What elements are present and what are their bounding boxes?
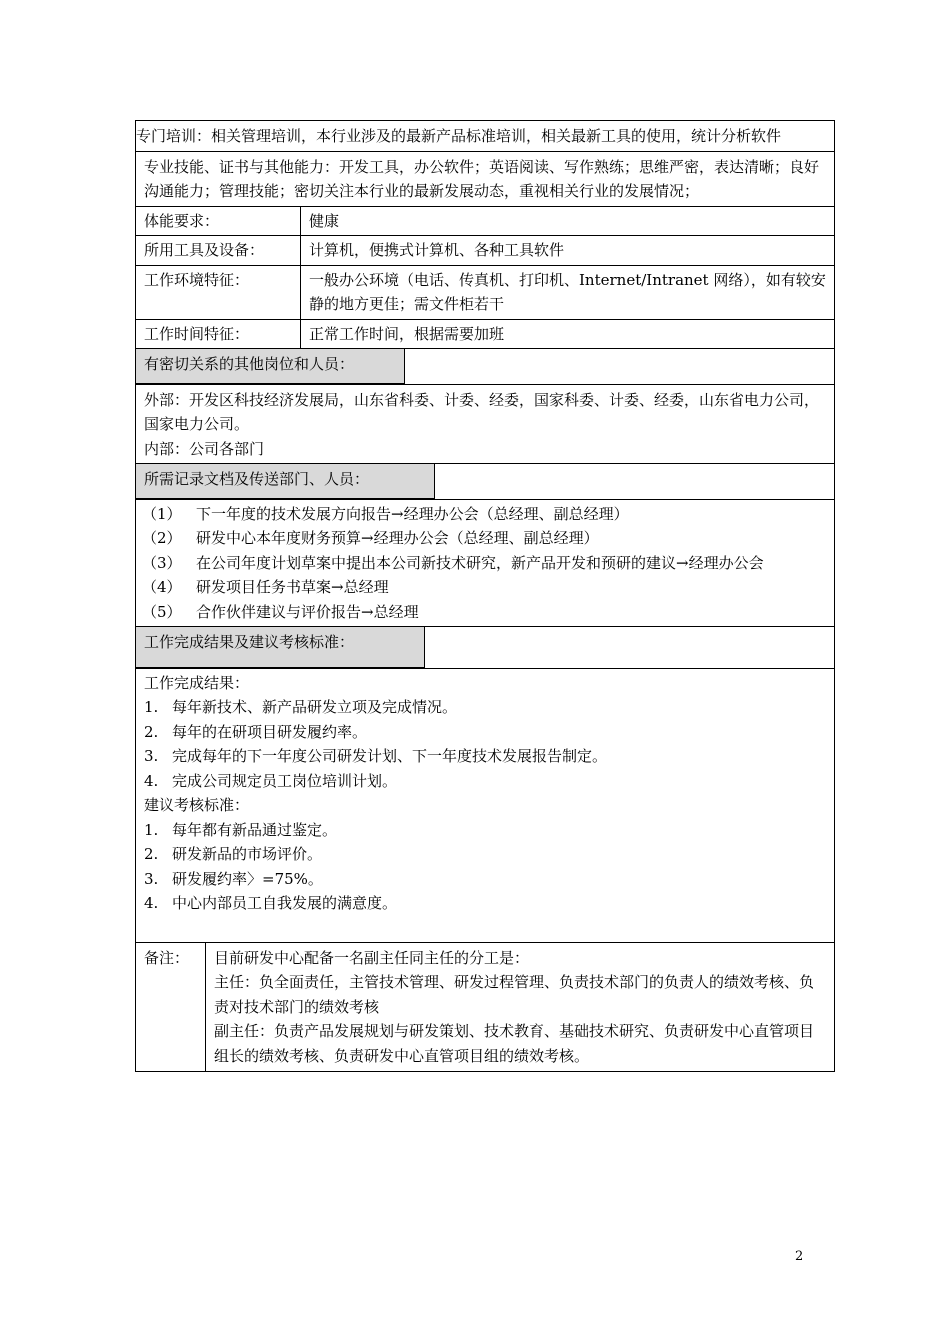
list-item: （5） 合作伙伴建议与评价报告→总经理 — [142, 602, 419, 621]
list-item: （2） 研发中心本年度财务预算→经理办公会（总经理、副总经理） — [142, 529, 599, 547]
notes-label: 备注： — [136, 943, 206, 1072]
tools-row — [135, 236, 835, 266]
list-item: 1. 每年新技术、新产品研发立项及完成情况。 — [144, 698, 458, 716]
job-description-table — [135, 120, 835, 1072]
physical-label: 体能要求： — [136, 207, 301, 236]
notes-line-1: 目前研发中心配备一名副主任同主任的分工是： — [214, 948, 530, 967]
list-item: 3. 完成每年的下一年度公司研发计划、下一年度技术发展报告制定。 — [144, 747, 608, 765]
list-item: 3. 研发履约率〉=75%。 — [144, 869, 323, 888]
results-header-row — [135, 627, 835, 669]
list-item: 4. 中心内部员工自我发展的满意度。 — [144, 894, 398, 912]
standards-title: 建议考核标准： — [144, 796, 250, 814]
list-item: （3） 在公司年度计划草案中提出本公司新技术研究，新产品开发和预研的建议→经理办公会 — [142, 553, 764, 572]
worktime-value: 正常工作时间，根据需要加班 — [309, 324, 505, 343]
relations-header: 有密切关系的其他岗位和人员： — [136, 349, 405, 384]
records-list — [135, 500, 835, 628]
notes-value — [206, 943, 834, 1072]
records-header-row — [135, 464, 835, 500]
tools-label: 所用工具及设备： — [136, 236, 301, 265]
training-row: 专门培训：相关管理培训，本行业涉及的最新产品标准培训，相关最新工具的使用，统计分析软件 — [135, 120, 835, 152]
notes-line-3: 副主任：负责产品发展规划与研发策划、技术教育、基础技术研究、负责研发中心直管项目组长的绩效考核、负责研发中心直管项目组的绩效考核。 — [214, 1022, 815, 1065]
notes-row — [135, 943, 835, 1073]
physical-row — [135, 207, 835, 237]
list-item: 1. 每年都有新品通过鉴定。 — [144, 820, 338, 839]
physical-value: 健康 — [309, 211, 340, 230]
list-item: （1） 下一年度的技术发展方向报告→经理办公会（总经理、副总经理） — [142, 504, 629, 523]
list-item: 4. 完成公司规定员工岗位培训计划。 — [144, 771, 398, 790]
list-item: 2. 每年的在研项目研发履约率。 — [144, 722, 368, 741]
tools-value: 计算机，便携式计算机、各种工具软件 — [309, 241, 565, 259]
environment-value: 一般办公环境（电话、传真机、打印机、Internet/Intranet 网络），如有较安静的地方更佳；需文件柜若干 — [309, 270, 826, 313]
relations-internal: 内部：公司各部门 — [144, 439, 265, 458]
results-body — [135, 669, 835, 943]
page-number: 2 — [795, 1249, 804, 1264]
relations-row — [135, 385, 835, 465]
records-header: 所需记录文档及传送部门、人员： — [136, 464, 435, 499]
list-item: （4） 研发项目任务书草案→总经理 — [142, 578, 389, 596]
relations-external: 外部：开发区科技经济发展局，山东省科委、计委、经委，国家科委、计委、经委，山东省电力公司，国家电力公司。 — [144, 390, 820, 433]
list-item: 2. 研发新品的市场评价。 — [144, 845, 323, 863]
skills-row: 专业技能、证书与其他能力：开发工具，办公软件；英语阅读、写作熟练；思维严密，表达清晰；良好沟通能力；管理技能；密切关注本行业的最新发展动态，重视相关行业的发展情况； — [135, 152, 835, 207]
environment-row — [135, 266, 835, 320]
worktime-label: 工作时间特征： — [136, 320, 301, 349]
worktime-row — [135, 320, 835, 350]
results-title: 工作完成结果： — [144, 673, 250, 692]
environment-label: 工作环境特征： — [136, 266, 301, 319]
relations-header-row — [135, 349, 835, 385]
results-header: 工作完成结果及建议考核标准： — [136, 627, 425, 668]
notes-line-2: 主任：负全面责任，主管技术管理、研发过程管理、负责技术部门的负责人的绩效考核、负责对技术部门的绩效考核 — [214, 973, 815, 1016]
